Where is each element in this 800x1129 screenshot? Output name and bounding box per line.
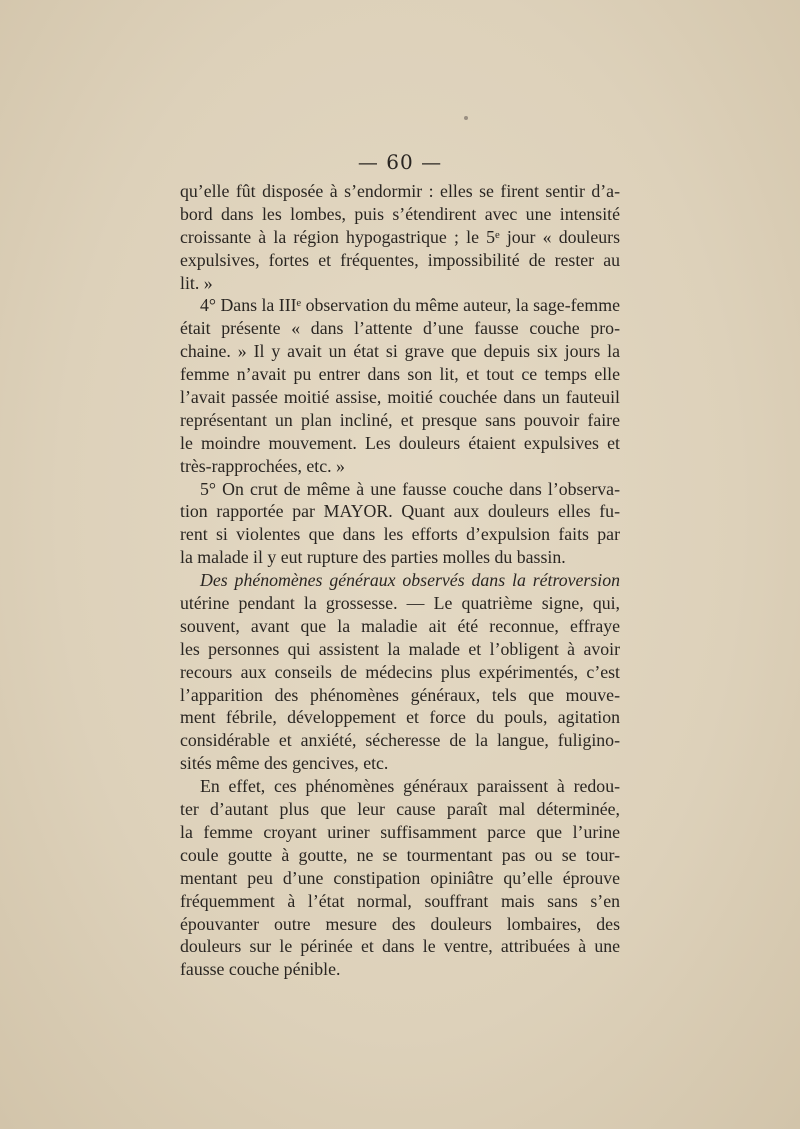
text-line: représentant un plan incliné, et presque sans pouvoir faire	[180, 409, 620, 430]
text-line: croissante à la région hypogastrique ; le 5ᵉ jour « douleurs	[180, 226, 620, 247]
text-line: l’apparition des phénomènes généraux, tels que mouve-	[180, 684, 620, 705]
text-line: mentant peu d’une constipation opiniâtre qu’elle éprouve	[180, 867, 620, 888]
text-line: ment fébrile, développement et force du pouls, agitation	[180, 707, 620, 728]
text-line: coule goutte à goutte, ne se tourmentant pas ou se tour-	[180, 844, 620, 865]
text-line: sités même des gencives, etc.	[180, 753, 389, 774]
body-text	[180, 180, 620, 981]
text-line: fausse couche pénible.	[180, 959, 341, 980]
text-line: le moindre mouvement. Les douleurs étaient expulsives et	[180, 432, 620, 453]
text-line: expulsives, fortes et fréquentes, impossibilité de rester au	[180, 249, 620, 270]
text-line: 4° Dans la IIIᵉ observation du même auteur, la sage-femme	[200, 295, 620, 316]
text-line: épouvanter outre mesure des douleurs lombaires, des	[180, 913, 620, 934]
text-line: lit. »	[180, 272, 213, 293]
page-number: — 60 —	[357, 150, 443, 174]
text-line: considérable et anxiété, sécheresse de la langue, fuligino-	[180, 730, 620, 751]
text-line: douleurs sur le périnée et dans le ventre, attribuées à une	[180, 936, 620, 957]
text-line: la femme croyant uriner suffisamment parce que l’urine	[180, 821, 620, 842]
text-line: recours aux conseils de médecins plus expérimentés, c’est	[180, 661, 620, 682]
text-line: l’avait passée moitié assise, moitié couchée dans un fauteuil	[180, 387, 620, 408]
text-line: Des phénomènes généraux observés dans la rétroversion	[200, 570, 620, 591]
text-line: En effet, ces phénomènes généraux paraissent à redou-	[200, 776, 620, 797]
text-line: femme n’avait pu entrer dans son lit, et tout ce temps elle	[180, 364, 620, 385]
text-line: rent si violentes que dans les efforts d’expulsion faits par	[180, 524, 620, 545]
text-line: fréquemment à l’état normal, souffrant mais sans s’en	[180, 890, 620, 911]
text-line: bord dans les lombes, puis s’étendirent avec une intensité	[180, 203, 620, 224]
text-line: 5° On crut de même à une fausse couche dans l’observa-	[200, 478, 620, 499]
text-line: les personnes qui assistent la malade et l’obligent à avoir	[180, 638, 620, 659]
text-line: tion rapportée par MAYOR. Quant aux douleurs elles fu-	[180, 501, 620, 522]
ink-speck	[464, 116, 468, 120]
text-line: utérine pendant la grossesse. — Le quatrième signe, qui,	[180, 593, 620, 614]
text-line: chaine. » Il y avait un état si grave que depuis six jours la	[180, 341, 620, 362]
text-line: ter d’autant plus que leur cause paraît mal déterminée,	[180, 799, 620, 820]
text-line: très-rapprochées, etc. »	[180, 455, 345, 476]
text-line: souvent, avant que la maladie ait été reconnue, effraye	[180, 615, 620, 636]
text-line: était présente « dans l’attente d’une fausse couche pro-	[180, 318, 620, 339]
text-line: qu’elle fût disposée à s’endormir : elles se firent sentir d’a-	[180, 181, 620, 201]
text-line: la malade il y eut rupture des parties molles du bassin.	[180, 547, 566, 568]
